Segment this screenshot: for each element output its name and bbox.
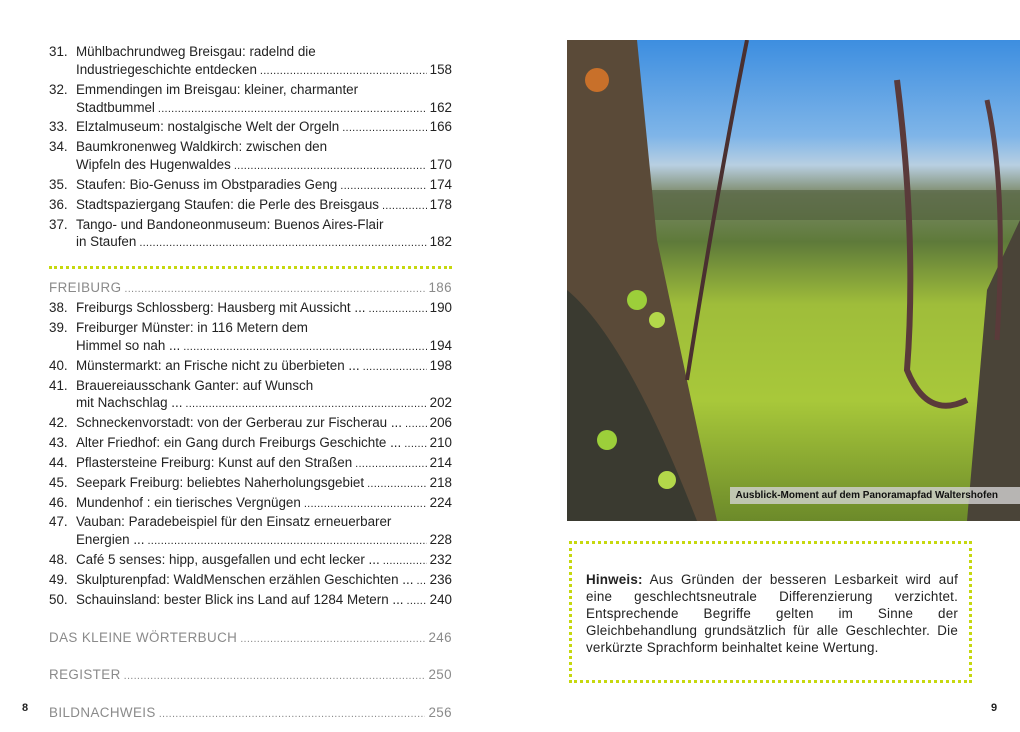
dot-leader: [159, 704, 426, 724]
entry-number: 43.: [49, 435, 68, 451]
toc-entry[interactable]: [49, 118, 452, 138]
entry-number: 47.: [49, 514, 68, 530]
entry-body: [76, 494, 452, 514]
entry-title: Café 5 senses: hipp, ausgefallen und echt lecker ...: [76, 552, 380, 568]
entry-page: 232: [429, 552, 452, 568]
hint-label: Hinweis:: [586, 572, 643, 587]
entry-title: Staufen: Bio-Genuss im Obstparadies Geng: [76, 176, 338, 192]
entry-body: [76, 216, 452, 254]
entry-title: Münstermarkt: an Frische nicht zu überbieten ...: [76, 357, 360, 373]
toc-entry[interactable]: [49, 551, 452, 571]
entry-title: Pflastersteine Freiburg: Kunst auf den Straßen: [76, 454, 353, 470]
entry-number: 42.: [49, 415, 68, 431]
dot-leader: [234, 156, 427, 176]
entry-page: 224: [429, 494, 452, 510]
table-of-contents: [49, 43, 452, 724]
dot-leader: [260, 61, 427, 81]
entry-title: Brauereiausschank Ganter: auf Wunsch: [76, 377, 314, 393]
entry-body: [76, 454, 452, 474]
entry-page: 250: [428, 667, 452, 683]
entry-page: 218: [429, 474, 452, 490]
toc-entry[interactable]: [49, 454, 452, 474]
toc-entry[interactable]: [49, 43, 452, 81]
entry-page: 166: [429, 119, 452, 135]
toc-section[interactable]: [49, 666, 452, 686]
toc-entry[interactable]: [49, 357, 452, 377]
entry-body: [76, 414, 452, 434]
entry-title: Industriegeschichte entdecken: [76, 61, 257, 77]
dot-leader: [185, 394, 426, 414]
toc-section[interactable]: [49, 704, 452, 724]
dot-leader: [355, 454, 427, 474]
entry-number: 38.: [49, 300, 68, 316]
toc-section[interactable]: [49, 629, 452, 649]
section-page: 186: [428, 280, 452, 296]
toc-entry[interactable]: [49, 591, 452, 611]
entry-title: Tango- und Bandoneonmuseum: Buenos Aires-Flair: [76, 216, 384, 232]
dot-leader: [367, 474, 427, 494]
dot-leader: [340, 176, 426, 196]
vine-branches-illustration: [567, 40, 1020, 521]
entry-title: in Staufen: [76, 234, 137, 250]
entry-title: Freiburgs Schlossberg: Hausberg mit Aussicht ...: [76, 300, 366, 316]
toc-entry[interactable]: [49, 571, 452, 591]
entry-title: DAS KLEINE WÖRTERBUCH: [49, 629, 238, 645]
entry-number: 32.: [49, 81, 68, 97]
entry-page: 214: [429, 454, 452, 470]
toc-entry[interactable]: [49, 494, 452, 514]
entry-page: 240: [429, 591, 452, 607]
toc-list-b: [49, 299, 452, 611]
entry-title: Schauinsland: bester Blick ins Land auf 1284 Metern ...: [76, 591, 404, 607]
dot-leader: [124, 666, 426, 686]
entry-page: 228: [429, 532, 452, 548]
dot-leader: [363, 357, 427, 377]
page-number-right: 9: [991, 702, 998, 714]
entry-title: Mundenhof : ein tierisches Vergnügen: [76, 494, 301, 510]
hint-text: [586, 571, 958, 656]
entry-body: [76, 591, 452, 611]
entry-page: 202: [429, 395, 452, 411]
dot-leader: [240, 629, 425, 649]
dot-leader: [342, 118, 426, 138]
entry-title: REGISTER: [49, 667, 121, 683]
entry-body: [76, 377, 452, 415]
toc-section-freiburg[interactable]: [49, 279, 452, 299]
entry-body: [76, 513, 452, 551]
entry-title: BILDNACHWEIS: [49, 705, 156, 721]
dot-leader: [383, 551, 427, 571]
entry-page: 182: [429, 234, 452, 250]
entry-number: 48.: [49, 552, 68, 568]
entry-body: [76, 118, 452, 138]
toc-entry[interactable]: [49, 196, 452, 216]
entry-number: 36.: [49, 196, 68, 212]
dot-leader: [369, 299, 427, 319]
entry-title: Freiburger Münster: in 116 Metern dem: [76, 319, 308, 335]
photo-caption: Ausblick-Moment auf dem Panoramapfad Waltershofen: [730, 487, 1020, 504]
toc-entry[interactable]: [49, 176, 452, 196]
entry-page: 178: [429, 196, 452, 212]
dot-leader: [124, 279, 425, 299]
entry-number: 39.: [49, 319, 68, 335]
entry-body: [76, 138, 452, 176]
entry-body: [76, 319, 452, 357]
entry-number: 45.: [49, 474, 68, 490]
entry-page: 158: [429, 61, 452, 77]
entry-body: [76, 551, 452, 571]
dotted-separator: [49, 266, 452, 269]
entry-body: [76, 196, 452, 216]
entry-page: 206: [429, 415, 452, 431]
dot-leader: [158, 99, 427, 119]
toc-entry[interactable]: [49, 377, 452, 415]
entry-title: Baumkronenweg Waldkirch: zwischen den: [76, 139, 328, 155]
entry-title: Stadtbummel: [76, 99, 155, 115]
dot-leader: [139, 233, 426, 253]
toc-entry[interactable]: [49, 299, 452, 319]
entry-title: Elztalmuseum: nostalgische Welt der Orgeln: [76, 119, 340, 135]
entry-title: mit Nachschlag ...: [76, 395, 183, 411]
entry-page: 210: [429, 435, 452, 451]
toc-entry[interactable]: [49, 138, 452, 176]
entry-title: Vauban: Paradebeispiel für den Einsatz erneuerbarer: [76, 514, 392, 530]
entry-number: 35.: [49, 176, 68, 192]
entry-body: [76, 43, 452, 81]
entry-page: 162: [429, 99, 452, 115]
entry-body: [76, 81, 452, 119]
spacer: [49, 686, 452, 704]
entry-body: [76, 434, 452, 454]
dot-leader: [404, 434, 426, 454]
dot-leader: [304, 494, 427, 514]
entry-number: 33.: [49, 119, 68, 135]
entry-number: 44.: [49, 454, 68, 470]
toc-entry[interactable]: [49, 474, 452, 494]
entry-title: Mühlbachrundweg Breisgau: radelnd die: [76, 44, 316, 59]
toc-end-sections: [49, 611, 452, 725]
entry-page: 194: [429, 337, 452, 353]
entry-body: [76, 299, 452, 319]
entry-page: 236: [429, 571, 452, 587]
dot-leader: [407, 591, 427, 611]
toc-entry[interactable]: [49, 414, 452, 434]
entry-number: 37.: [49, 216, 68, 232]
dot-leader: [183, 337, 426, 357]
toc-entry[interactable]: [49, 513, 452, 551]
dot-leader: [147, 531, 426, 551]
section-title: FREIBURG: [49, 280, 122, 296]
entry-title: Himmel so nah ...: [76, 337, 181, 353]
hint-box: [569, 541, 972, 683]
entry-number: 41.: [49, 377, 68, 393]
toc-entry[interactable]: [49, 319, 452, 357]
entry-page: 256: [428, 705, 452, 721]
toc-entry[interactable]: [49, 216, 452, 254]
entry-body: [76, 474, 452, 494]
entry-page: 190: [429, 300, 452, 316]
spacer: [49, 611, 452, 629]
entry-number: 50.: [49, 591, 68, 607]
entry-page: 198: [429, 357, 452, 373]
hint-body: Aus Gründen der besseren Lesbarkeit wird auf eine geschlechtsneutrale Differenzierung verzichtet. Entsprechende Begriffe gelten im Sinne der Gleichbehandlung grundsätzlich für alle Geschlechter. Die verkürzte Sprachform beinhaltet keine Wertung.: [586, 572, 958, 655]
entry-title: Energien ...: [76, 532, 145, 548]
entry-title: Emmendingen im Breisgau: kleiner, charmanter: [76, 81, 359, 97]
entry-page: 174: [429, 176, 452, 192]
entry-number: 34.: [49, 139, 68, 155]
entry-number: 49.: [49, 571, 68, 587]
entry-page: 246: [428, 629, 452, 645]
entry-body: [76, 571, 452, 591]
entry-number: 40.: [49, 357, 68, 373]
entry-title: Stadtspaziergang Staufen: die Perle des Breisgaus: [76, 196, 379, 212]
entry-page: 170: [429, 157, 452, 173]
toc-list-a: [49, 43, 452, 253]
dot-leader: [382, 196, 427, 216]
dot-leader: [416, 571, 426, 591]
entry-body: [76, 357, 452, 377]
entry-number: 31.: [49, 44, 68, 59]
entry-title: Wipfeln des Hugenwaldes: [76, 157, 231, 173]
toc-entry[interactable]: [49, 81, 452, 119]
entry-body: [76, 176, 452, 196]
entry-title: Schneckenvorstadt: von der Gerberau zur Fischerau ...: [76, 415, 402, 431]
dot-leader: [405, 414, 427, 434]
entry-title: Skulpturenpfad: WaldMenschen erzählen Geschichten ...: [76, 571, 414, 587]
entry-title: Seepark Freiburg: beliebtes Naherholungsgebiet: [76, 474, 365, 490]
entry-title: Alter Friedhof: ein Gang durch Freiburgs Geschichte ...: [76, 435, 402, 451]
vineyard-photo: [567, 40, 1020, 521]
toc-entry[interactable]: [49, 434, 452, 454]
spacer: [49, 648, 452, 666]
entry-number: 46.: [49, 494, 68, 510]
page-number-left: 8: [22, 702, 29, 714]
